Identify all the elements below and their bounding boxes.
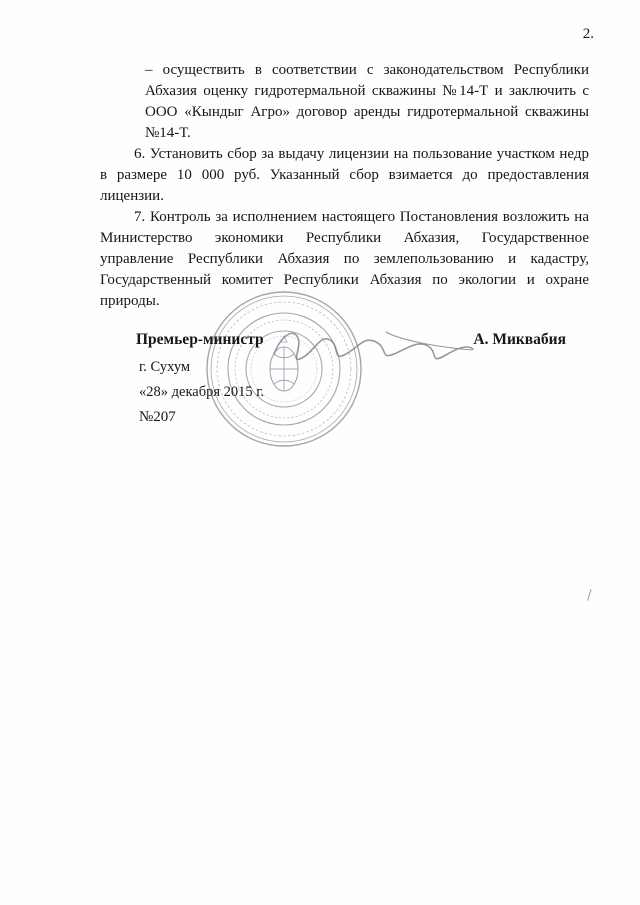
footer-city: г. Сухум bbox=[139, 359, 191, 375]
signature-row bbox=[136, 331, 566, 349]
footer-document-number: №207 bbox=[139, 409, 176, 425]
signer-title: Премьер-министр bbox=[136, 331, 264, 348]
list-item-continuation: – осуществить в соответствии с законодательством Республики Абхазия оценку гидротермальной скважины №14-Т и заключить с ООО «Кындыг Агро» договор аренды гидротермальной скважины №14-Т. bbox=[145, 62, 589, 141]
paragraph-6: 6. Установить сбор за выдачу лицензии на пользование участком недр в размере 10 000 руб. Указанный сбор взимается до предоставления лицензии. bbox=[100, 146, 589, 204]
page-number: 2. bbox=[582, 26, 594, 42]
footer-date: «28» декабря 2015 г. bbox=[139, 384, 265, 400]
stray-scan-mark bbox=[581, 587, 591, 601]
signer-name: А. Миквабия bbox=[473, 331, 566, 348]
document-body bbox=[100, 60, 589, 312]
paragraph-7: 7. Контроль за исполнением настоящего Постановления возложить на Министерство экономики Республики Абхазия, Государственное управление Республики Абхазия по землепользованию и кадастру, Государственный комитет Республики Абхазия по экологии и охране природы. bbox=[100, 209, 589, 309]
